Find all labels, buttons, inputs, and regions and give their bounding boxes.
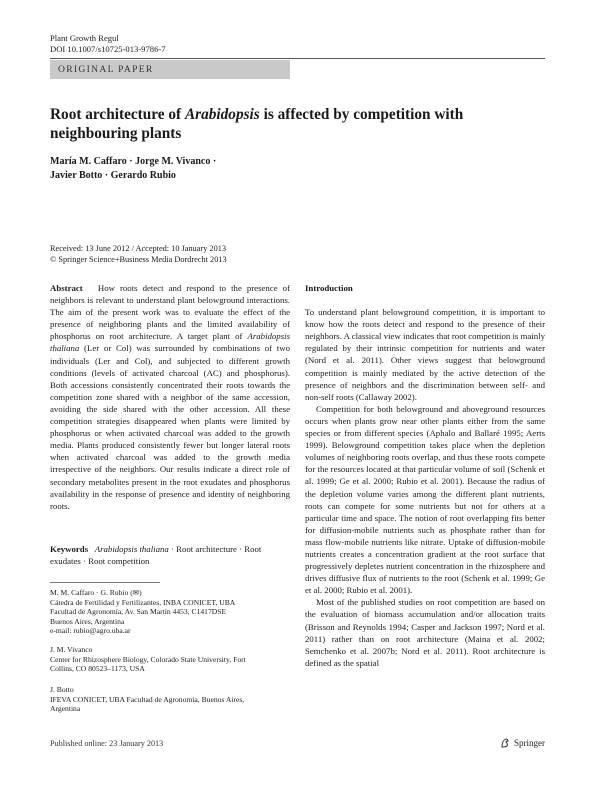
doi: DOI 10.1007/s10725-013-9786-7 [50, 44, 166, 54]
article-title: Root architecture of Arabidopsis is affected by competition with neighbouring plants [50, 106, 464, 142]
intro-paragraph-2: Competition for both belowground and aboveground resources occurs when plants grow near other plants either from the same species or from different species (Aphalo and Ballaré 1995; Aerts 1999). Belowground competition takes place when the depletion volumes of neighboring roots overlap, and thus these roots compete for the resources located at that particular volume of soil (Schenk et al. 1999; Ge et al. 2000; Rubio et al. 2001). Because the radius of the depletion volume varies among the different plant nutrients, roots can compete for some nutrients but not for others at a particular time and space. The notion of root overlapping fits better for diffusion-mobile nutrients such as phosphate rather than for mass flow-mobile nutrients like nitrate. Uptake of diffusion-mobile nutrients creates a concentration gradient at the root surface that progressively depletes nutrient concentration in the rhizosphere and drives diffusive flux of nutrients to the root (Schenk et al. 1999; Ge et al. 2000; Rubio et al. 2001). [305, 403, 545, 596]
publisher-mark [499, 737, 545, 749]
introduction [305, 282, 545, 669]
keywords: Keywords Arabidopsis thaliana · Root architecture · Root exudates · Root competition [50, 544, 262, 567]
affiliation-rule [50, 582, 160, 583]
journal-header [50, 33, 166, 55]
abstract: Abstract How roots detect and respond to the presence of neighbors is relevant to understand plant belowground interactions. The aim of the present work was to evaluate the effect of the presence of neighboring plants and the limited availability of phosphorus on root architecture. A target plant of Arabidopsis thaliana (Ler or Col) was surrounded by combinations of two individuals (Ler and Col), and subjected to different growth conditions (levels of activated charcoal (AC) and phosphorus). Both accessions consistently concentrated their roots towards the competition zone shared with a neighbor of the same accession, avoiding the side shared with the other accession. All these competition strategies disappeared when plants were limited by phosphorus or when activated charcoal was added to the growth media. Plants produced consistently fewer but longer lateral roots when activated charcoal was added to the growth media irrespective of the neighbors. Our results indicate a direct role of secondary metabolites present in the root exudates and phosphorus availability in the response of presence and identity of neighboring roots. [50, 283, 290, 511]
intro-paragraph-3: Most of the published studies on root competition are based on the evaluation of biomass accumulation and/or allocation traits (Brisson and Reynolds 1994; Casper and Jackson 1997; Nord et al. 2011) rather than on root architecture (Maina et al. 2002; Semchenko et al. 2007b; Nord et al. 2011). Root architecture is defined as the spatial [305, 597, 545, 668]
springer-horse-icon [499, 737, 511, 749]
title-species: Arabidopsis [184, 106, 260, 123]
publisher-name: Springer [514, 738, 545, 748]
authors-line-1: María M. Caffaro · Jorge M. Vivanco · [50, 156, 217, 167]
affiliation-3: J. Botto IFEVA CONICET, UBA Facultad de Agronomía, Buenos Aires, Argentina [50, 685, 245, 714]
introduction-heading: Introduction [305, 283, 353, 293]
abstract-label: Abstract [50, 283, 83, 293]
affiliation-2: J. M. Vivanco Center for Rhizosphere Biology, Colorado State University, Fort Collins, CO 80523–1173, USA [50, 645, 246, 674]
section-label: ORIGINAL PAPER [58, 64, 154, 75]
authors-line-2: Javier Botto · Gerardo Rubio [50, 169, 176, 181]
abstract-species: Arabidopsis thaliana [50, 331, 290, 354]
article-dates [50, 244, 227, 265]
affiliation-1: M. M. Caffaro · G. Rubio (✉) Cátedra de Fertilidad y Fertilizantes, INBA CONICET, UBA Facultad de Agronomía, Av. San Martín 4453, C1417DSE Buenos Aires, Argentina e-mail: rubio@agro.uba.ar [50, 588, 290, 636]
copyright: © Springer Science+Business Media Dordrecht 2013 [50, 254, 227, 264]
section-banner [50, 60, 290, 79]
intro-paragraph-1: To understand plant belowground competition, it is important to know how the roots detect and respond to the presence of their neighbors. A classical view indicates that root competition is mainly regulated by their intrinsic competition for nutrients and water (Nord et al. 2011). Other views suggest that belowground competition is mainly mediated by the active detection of the presence of neighbors and the discrimination between self- and non-self roots (Callaway 2002). [305, 307, 545, 402]
author-list [50, 155, 450, 182]
keywords-label: Keywords [50, 544, 89, 554]
journal-name: Plant Growth Regul [50, 33, 119, 43]
header-rule [50, 58, 545, 59]
published-online: Published online: 23 January 2013 [50, 739, 164, 748]
author-email[interactable]: e-mail: rubio@agro.uba.ar [50, 626, 131, 636]
received-accepted: Received: 13 June 2012 / Accepted: 10 January 2013 [50, 244, 227, 253]
